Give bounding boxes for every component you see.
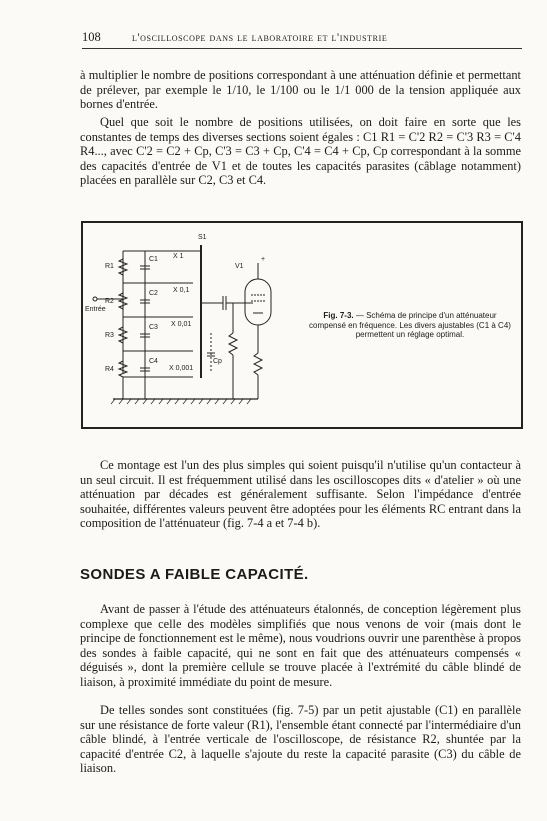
- figure-caption: [305, 311, 515, 340]
- label-cp: Cp: [213, 358, 222, 365]
- label-r3: R3: [105, 332, 114, 339]
- paragraph-sondes-constitution: De telles sondes sont constituées (fig. 7-5) par un petit ajustable (C1) en parallèle sur une résistance de forte valeur (R1), l'ensemble étant connecté par l'intermédiaire d'un câble blindé, à l'entrée verticale de l'oscilloscope, de résistance R2, shuntée par la capacité d'entrée C2, à laquelle s'ajoute du reste la capacité parasite (C3) du câble de liaison.: [80, 703, 521, 776]
- label-c1: C1: [149, 256, 158, 263]
- v1-tube: [245, 279, 271, 325]
- label-v1: V1: [235, 263, 244, 270]
- paragraph-sondes-intro: Avant de passer à l'étude des atténuateurs étalonnés, de conception légèrement plus complexe que celle des modèles simplifiés que nous venons de voir (mais dont le principe de fonctionnement est le même), nous voudrions ouvrir une parenthèse à propos des sondes à faible capacité, qui ne sont en fait que des atténuateurs compensés « déguisés », dont la première cellule se trouve placée à l'extrémité du câble blindé de liaison, à proximité immédiate du point de mesure.: [80, 602, 521, 689]
- caption-text: — Schéma de principe d'un atténuateur compensé en fréquence. Les divers ajustables (C1 à C4) permettent un réglage optimal.: [309, 311, 511, 340]
- label-x001: X 0,01: [171, 321, 192, 328]
- section-title: SONDES A FAIBLE CAPACITÉ.: [80, 566, 309, 583]
- label-r2: R2: [105, 298, 114, 305]
- label-plus: +: [261, 256, 266, 263]
- paragraph-continuation: à multiplier le nombre de positions correspondant à une atténuation définie et permettant de prélever, par exemple le 1/10, le 1/100 ou le 1/1 000 de la tension appliquée aux bornes d'entrée.: [80, 68, 521, 112]
- label-s1: S1: [198, 234, 207, 241]
- label-c4: C4: [149, 358, 158, 365]
- running-title: l'oscilloscope dans le laboratoire et l'industrie: [132, 32, 388, 44]
- figure-7-3: [81, 221, 523, 429]
- label-c3: C3: [149, 324, 158, 331]
- running-header: [82, 30, 522, 49]
- label-x0001: X 0,001: [169, 365, 194, 372]
- label-entree: Entrée: [85, 306, 106, 313]
- label-c2: C2: [149, 290, 158, 297]
- label-x01: X 0,1: [173, 287, 190, 294]
- label-r4: R4: [105, 366, 114, 373]
- paragraph-time-constants: Quel que soit le nombre de positions utilisées, on doit faire en sorte que les constantes de temps des diverses sections soient égales : C1 R1 = C'2 R2 = C'3 R3 = C'4 R4..., avec C'2 = C2 + Cp, C'3 = C3 + Cp, C'4 = C4 + Cp, Cp correspondant à la somme des capacités d'entrée de V1 et de toutes les capacités parasites (câblage notamment) placées en parallèle sur C2, C3 et C4.: [80, 115, 521, 188]
- page-number: 108: [82, 30, 101, 44]
- paragraph-montage: Ce montage est l'un des plus simples qui soient puisqu'il n'utilise qu'un contacteur à un seul circuit. Il est fréquemment utilisé dans les oscilloscopes dits « d'atelier » où une atténuation par décades est généralement suffisante. Selon l'impédance d'entrée souhaitée, différentes valeurs peuvent être adoptées pour les éléments RC entrant dans la composition de l'atténuateur (fig. 7-4 a et 7-4 b).: [80, 458, 521, 531]
- label-x1: X 1: [173, 253, 184, 260]
- caption-label: Fig. 7-3.: [323, 311, 354, 320]
- label-r1: R1: [105, 263, 114, 270]
